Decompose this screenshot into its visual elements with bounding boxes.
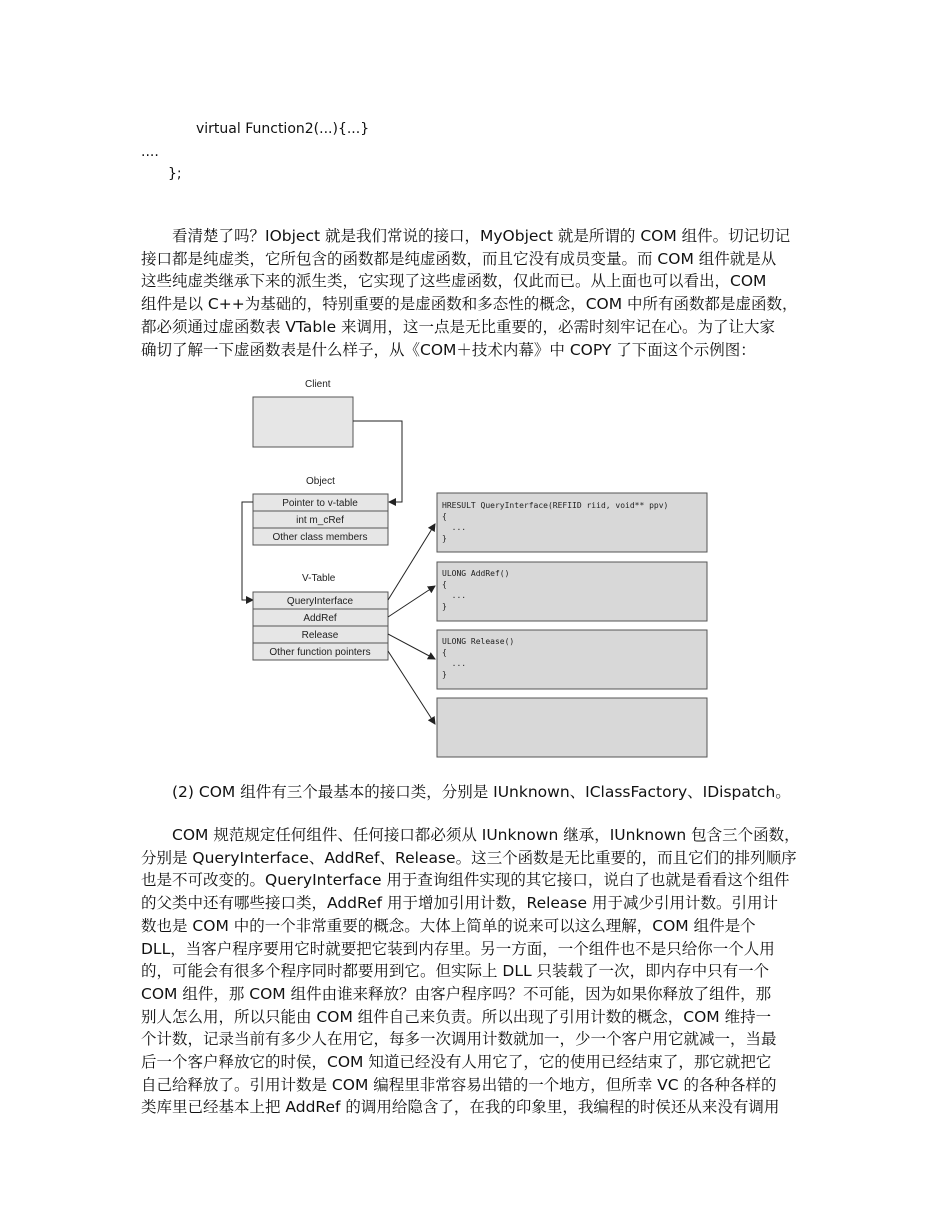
other-functions-box: [437, 698, 707, 757]
para3-line: 的，可能会有很多个程序同时都要用到它。但实际上 DLL 只装载了一次，即内存中只有一个: [141, 962, 770, 981]
para3-line: COM 组件，那 COM 组件由谁来释放？由客户程序吗？不可能，因为如果你释放了组件，那: [141, 984, 772, 1003]
object-row-label: Pointer to v-table: [282, 498, 358, 509]
vtable-diagram: [240, 376, 712, 758]
para3-line: DLL，当客户程序要用它时就要把它装到内存里。另一方面，一个组件也不是只给你一个人用: [141, 939, 775, 958]
para3-line: 后一个客户释放它的时侯，COM 知道已经没有人用它了，它的使用已经结束了，那它就把它: [141, 1053, 772, 1072]
para3-line: 分别是 QueryInterface、AddRef、Release。这三个函数是无比重要的，而且它们的排列顺序: [141, 848, 797, 867]
para1-line: 确切了解一下虚函数表是什么样子，从《COM＋技术内幕》中 COPY 了下面这个示例图：: [141, 340, 756, 359]
code-box-line: ...: [442, 591, 467, 600]
object-row-label: int m_cRef: [296, 515, 344, 526]
para3-line: 数也是 COM 中的一个非常重要的概念。大体上简单的说来可以这么理解，COM 组件是个: [141, 916, 756, 935]
para3-line: 类库里已经基本上把 AddRef 的调用给隐含了，在我的印象里，我编程的时侯还从来没有调用: [141, 1098, 780, 1117]
code-box-line: }: [442, 602, 447, 611]
para3-line: 自己给释放了。引用计数是 COM 编程里非常容易出错的一个地方，但所幸 VC 的各种各样的: [141, 1075, 777, 1094]
object-label: Object: [306, 476, 335, 487]
vtable-row-label: Other function pointers: [269, 647, 371, 658]
para1-line: 组件是以 C++为基础的，特别重要的是虚函数和多态性的概念，COM 中所有函数都是虚函数，: [141, 295, 798, 314]
code-line-close-brace: };: [168, 166, 182, 182]
vtable-row-label: Release: [301, 630, 339, 641]
code-box-line: }: [442, 670, 447, 679]
para2-line: (2) COM 组件有三个最基本的接口类，分别是 IUnknown、IClassFactory、IDispatch。: [172, 783, 791, 801]
para3-line: COM 规范规定任何组件、任何接口都必须从 IUnknown 继承，IUnknown 包含三个函数，: [172, 826, 800, 844]
paragraph-interface-explanation: [141, 225, 831, 361]
client-label: Client: [305, 379, 331, 390]
para1-line: 都必须通过虚函数表 VTable 来调用，这一点是无比重要的，必需时刻牢记在心。为了让大家: [141, 317, 776, 336]
code-line-ellipsis: ....: [141, 144, 159, 160]
paragraph-iunknown-explanation: [141, 824, 831, 1119]
object-row-label: Other class members: [272, 532, 368, 543]
code-box-line: {: [442, 512, 447, 521]
vtable-row-label: AddRef: [303, 613, 337, 624]
code-box-line: {: [442, 580, 447, 589]
code-box-line: ULONG Release(): [442, 637, 515, 646]
para3-line: 别人怎么用，所以只能由 COM 组件自己来负责。所以出现了引用计数的概念，COM 维持一: [141, 1007, 772, 1026]
para1-line: 看清楚了吗？IObject 就是我们常说的接口，MyObject 就是所谓的 COM 组件。切记切记: [172, 227, 791, 245]
code-box-line: }: [442, 534, 447, 543]
client-box: [253, 397, 353, 447]
para3-line: 也是不可改变的。QueryInterface 用于查询组件实现的其它接口，说白了也就是看看这个组件: [141, 871, 790, 890]
paragraph-basic-interfaces: [141, 781, 831, 804]
code-box-line: ULONG AddRef(): [442, 569, 510, 578]
para3-line: 的父类中还有哪些接口类，AddRef 用于增加引用计数，Release 用于减少引用计数。引用计: [141, 894, 778, 913]
para1-line: 这些纯虚类继承下来的派生类，它实现了这些虚函数，仅此而已。从上面也可以看出，COM: [141, 272, 767, 291]
para1-line: 接口都是纯虚类，它所包含的函数都是纯虚函数，而且它没有成员变量。而 COM 组件就是从: [141, 249, 777, 268]
para3-line: 个计数，记录当前有多少人在用它，每多一次调用计数就加一，少一个客户用它就减一，当最: [141, 1030, 777, 1049]
vtable-label: V-Table: [302, 573, 336, 584]
code-box-line: ...: [442, 523, 467, 532]
code-line-function2: virtual Function2(...){...}: [196, 121, 370, 137]
code-box-line: {: [442, 648, 447, 657]
code-box-line: ...: [442, 659, 467, 668]
vtable-row-label: QueryInterface: [286, 596, 354, 607]
code-box-line: HRESULT QueryInterface(REFIID riid, void** ppv): [442, 501, 669, 510]
